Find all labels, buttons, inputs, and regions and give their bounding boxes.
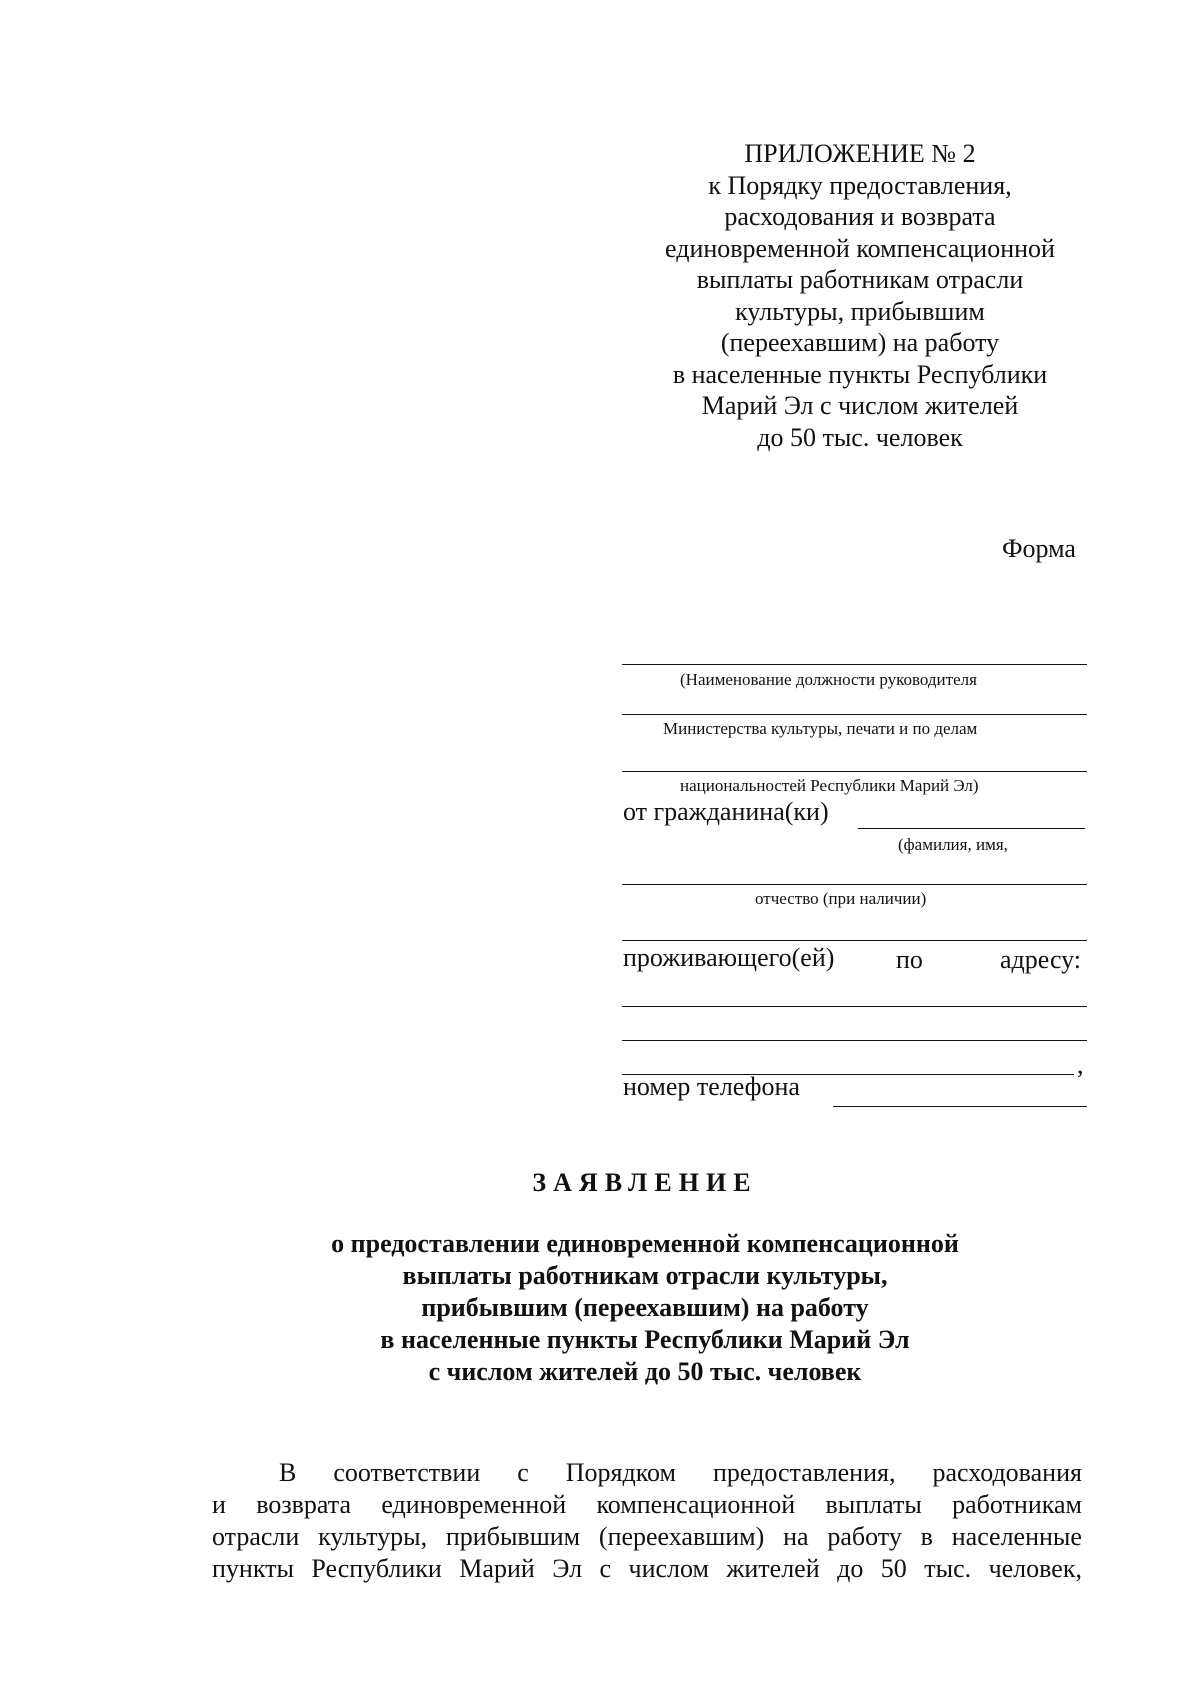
body-word: и [212, 1490, 226, 1519]
body-word: тыс. [924, 1554, 972, 1583]
body-word: единовременной [381, 1490, 567, 1519]
body-line [212, 1457, 1082, 1489]
body-word: числом [628, 1554, 709, 1583]
body-line [212, 1521, 1082, 1553]
body-word: возврата [256, 1490, 351, 1519]
body-word: пункты [212, 1554, 294, 1583]
patronymic-line [622, 884, 1087, 885]
appendix-line: культуры, прибывшим [735, 296, 985, 326]
ministry-line [622, 714, 1087, 715]
body-word: 50 [880, 1554, 907, 1583]
subtitle-line: с числом жителей до 50 тыс. человек [428, 1357, 862, 1386]
surname-caption: (фамилия, имя, [898, 835, 1008, 854]
position-caption: (Наименование должности руководителя [680, 670, 977, 689]
patronymic-caption: отчество (при наличии) [755, 889, 927, 908]
residing-label: проживающего(ей) [623, 943, 835, 972]
body-word: Республики [311, 1554, 442, 1583]
nationalities-line [622, 771, 1087, 772]
body-word: соответствии [333, 1458, 481, 1487]
residing-address: адресу: [1000, 945, 1082, 974]
body-word: В [279, 1458, 297, 1487]
body-word: компенсационной [596, 1490, 796, 1519]
body-word: населенные [951, 1522, 1082, 1551]
surname-line [858, 828, 1085, 829]
appendix-line: до 50 тыс. человек [757, 422, 963, 452]
address-line-1 [622, 1006, 1087, 1007]
body-word: с [517, 1458, 529, 1487]
body-word: отрасли [212, 1522, 300, 1551]
appendix-line: в населенные пункты Республики [672, 359, 1048, 389]
appendix-line: ПРИЛОЖЕНИЕ № 2 [744, 139, 976, 168]
body-word: жителей [726, 1554, 820, 1583]
body-word: расходования [932, 1458, 1082, 1487]
address-line-2 [622, 1040, 1087, 1041]
extra-line [622, 940, 1087, 941]
subtitle-line: прибывшим (переехавшим) на работу [421, 1293, 869, 1322]
body-word: на [783, 1522, 809, 1551]
residing-po: по [896, 945, 923, 974]
form-label: Форма [1002, 534, 1076, 563]
from-citizen-label: от гражданина(ки) [623, 797, 829, 826]
subtitle-line: в населенные пункты Республики Марий Эл [380, 1325, 910, 1354]
body-paragraph [212, 1457, 1082, 1585]
nationalities-caption: национальностей Республики Марий Эл) [680, 776, 979, 795]
body-word: в [920, 1522, 933, 1551]
phone-line [833, 1106, 1087, 1107]
body-line [212, 1489, 1082, 1521]
body-word: до [837, 1554, 864, 1583]
body-word: работу [827, 1522, 902, 1551]
body-word: человек, [988, 1554, 1082, 1583]
appendix-line: (переехавшим) на работу [720, 328, 1000, 357]
appendix-line: единовременной компенсационной [665, 233, 1055, 263]
body-word: прибывшим [445, 1522, 581, 1551]
statement-subtitle [250, 1228, 1040, 1388]
body-word: с [599, 1554, 612, 1583]
address-comma: , [1077, 1050, 1084, 1079]
body-word: предоставления, [712, 1458, 896, 1487]
position-line [622, 664, 1087, 665]
body-word: выплаты [825, 1490, 922, 1519]
appendix-line: выплаты работникам отрасли [696, 265, 1024, 294]
subtitle-line: выплаты работникам отрасли культуры, [402, 1261, 888, 1290]
body-word: (переехавшим) [598, 1522, 765, 1551]
appendix-line: расходования и возврата [724, 202, 996, 231]
ministry-caption: Министерства культуры, печати и по делам [663, 719, 978, 738]
appendix-header [620, 138, 1100, 453]
statement-title: ЗАЯВЛЕНИЕ [532, 1168, 758, 1197]
appendix-line: Марий Эл с числом жителей [701, 391, 1019, 420]
body-word: работникам [952, 1490, 1082, 1519]
subtitle-line: о предоставлении единовременной компенсационной [331, 1229, 959, 1258]
phone-label: номер телефона [623, 1072, 800, 1101]
body-word: Марий [459, 1554, 535, 1583]
appendix-line: к Порядку предоставления, [708, 170, 1012, 200]
body-word: Эл [552, 1554, 583, 1583]
body-word: Порядком [565, 1458, 676, 1487]
body-word: культуры, [318, 1522, 428, 1551]
body-line [212, 1553, 1082, 1585]
